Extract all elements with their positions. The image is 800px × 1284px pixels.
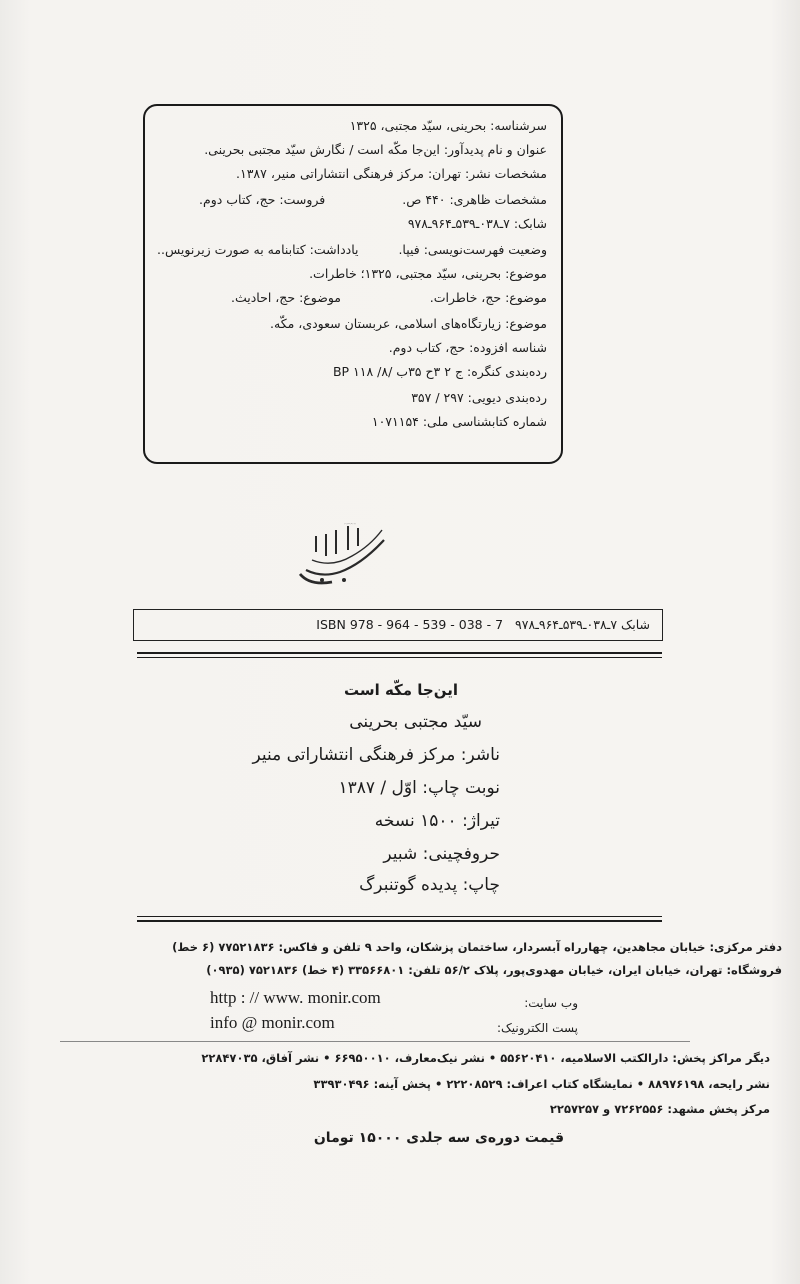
divider-top-thin [137,657,662,658]
publisher-logo [292,516,396,588]
divider-contact [60,1041,690,1042]
cip-catalog-box [143,104,563,464]
typesetting: حروفچینی: شبیر [383,844,500,864]
cip-subject-4: موضوع: زیارتگاه‌های اسلامی، عربستان سعودی، مکّه. [270,316,547,331]
central-office: دفتر مرکزی: خیابان مجاهدین، چهارراه آبسردار، ساختمان پزشکان، واحد ۹ تلفن و فاکس: ۷۷۵۲۱۸۳۶ (۶ خط) [172,940,782,954]
cip-dewey-class: رده‌بندی دیویی: ۲۹۷ / ۳۵۷ [411,390,547,405]
cip-title: عنوان و نام پدیدآور: این‌جا مکّه است / نگارش سیّد مجتبی بحرینی. [204,142,547,157]
printing-house: چاپ: پدیده گوتنبرگ [359,875,500,895]
divider-mid-thin [137,916,662,917]
distribution-line-2: نشر رایحه، ۸۸۹۷۶۱۹۸ • نمایشگاه کتاب اعراف: ۲۲۲۰۸۵۲۹ • پخش آینه: ۳۳۹۳۰۴۹۶ [313,1077,770,1091]
cip-subject-3: موضوع: حج، احادیث. [231,290,341,305]
cip-note: یادداشت: کتابنامه به صورت زیرنویس.. [157,242,359,257]
email-link[interactable]: info @ monir.com [210,1013,335,1032]
store-address: فروشگاه: تهران، خیابان ایران، خیابان مهدوی‌پور، پلاک ۵۶/۲ تلفن: ۳۳۵۶۶۸۰۱ (۴ خط) ۷۵۲۱۸۳۶ (۰۹۳۵) [206,963,782,977]
cip-added-entry: شناسه افزوده: حج، کتاب دوم. [388,340,547,355]
divider-mid-thick [137,920,662,922]
divider-top-thick [137,652,662,654]
logo-text: مرکز فرهنگی انتشاراتی منیر [344,524,356,525]
isbn-line [316,617,650,632]
cip-lc-class: رده‌بندی کنگره: ج ۲ ۳ح ۳۵ب /۸/ BP ۱۱۸ [332,364,547,379]
cip-publication: مشخصات نشر: تهران: مرکز فرهنگی انتشاراتی منیر، ۱۳۸۷. [236,166,547,181]
isbn-persian: شابک ۷ـ۰۳۸ـ۵۳۹ـ۹۶۴ـ۹۷۸ [515,617,650,632]
edition-info: نوبت چاپ: اوّل / ۱۳۸۷ [338,778,500,798]
cip-series: فروست: حج، کتاب دوم. [199,192,326,207]
cip-isbn: شابک: ۷ـ۰۳۸ـ۵۳۹ـ۹۶۴ـ۹۷۸ [407,216,547,231]
book-title: این‌جا مکّه است [343,681,458,699]
author-name: سیّد مجتبی بحرینی [349,712,482,732]
email-label: پست الکترونیک: [496,1021,578,1035]
website-label: وب سایت: [524,996,578,1010]
cip-heading: سرشناسه: بحرینی، سیّد مجتبی، ۱۳۲۵ [349,118,547,133]
distribution-line-1: دیگر مراکز پخش: دارالکتب الاسلامیه، ۵۵۶۲۰۴۱۰ • نشر نیک‌معارف، ۶۶۹۵۰۰۱۰ • نشر آفاق، ۲۲۸۴۷۰۳۵ [201,1051,770,1065]
isbn-latin: ISBN 978 - 964 - 539 - 038 - 7 [316,617,504,632]
cip-national-number: شماره کتابشناسی ملی: ۱۰۷۱۱۵۴ [371,414,547,429]
price: قیمت دوره‌ی سه جلدی ۱۵۰۰۰ تومان [313,1130,564,1146]
cip-subject-2: موضوع: حج، خاطرات. [429,290,547,305]
print-run: تیراژ: ۱۵۰۰ نسخه [374,811,500,831]
cip-subject-1: موضوع: بحرینی، سیّد مجتبی، ۱۳۲۵؛ خاطرات. [309,266,547,281]
publisher-name: ناشر: مرکز فرهنگی انتشاراتی منیر [252,745,500,765]
distribution-line-3: مرکز پخش مشهد: ۷۲۶۲۵۵۶ و ۲۲۵۷۲۵۷ [549,1102,770,1116]
cip-status: وضعیت فهرست‌نویسی: فیپا. [398,242,547,257]
isbn-box [133,609,663,641]
cip-physical: مشخصات ظاهری: ۴۴۰ ص. [402,192,547,207]
website-link[interactable]: http : // www. monir.com [210,988,381,1007]
